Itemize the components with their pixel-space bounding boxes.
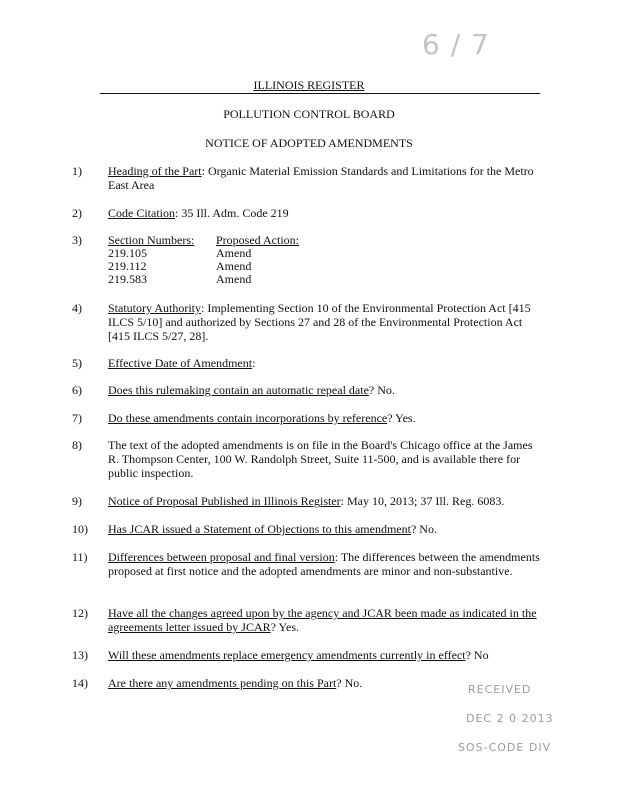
item-heading-of-part: Heading of the Part: Organic Material Emission Standards and Limitations for the Metro East Area [108,164,534,192]
item-jcar-objections: Has JCAR issued a Statement of Objections to this amendment? No. [108,522,437,536]
division-stamp: SOS-CODE DIV [458,741,552,754]
item-number: 12) [72,606,88,620]
item-changes-agreed: Have all the changes agreed upon by the agency and JCAR been made as indicated in the agreements letter issued by JCAR? Yes. [108,606,537,634]
item-number: 10) [72,522,88,536]
item-number: 6) [72,383,82,397]
board-heading: POLLUTION CONTROL BOARD [223,107,395,121]
item-effective-date: Effective Date of Amendment: [108,356,256,370]
section-numbers-header: Section Numbers: [108,233,195,247]
proposed-action-header: Proposed Action: [216,233,299,247]
item-number: 11) [72,550,88,564]
register-heading: ILLINOIS REGISTER [253,78,365,92]
item-differences: Differences between proposal and final version: The differences between the amendments proposed at first notice and the adopted amendments are minor and non-substantive. [108,550,540,578]
item-number: 1) [72,164,82,178]
item-number: 2) [72,206,82,220]
item-number: 7) [72,411,82,425]
item-number: 5) [72,356,82,370]
page-number-mark: 6 / 7 [422,28,490,61]
item-code-citation: Code Citation: 35 Ill. Adm. Code 219 [108,206,289,220]
section-number: 219.105 [108,246,147,260]
item-number: 9) [72,494,82,508]
item-number: 14) [72,676,88,690]
section-action: Amend [216,259,252,273]
item-number: 8) [72,438,82,452]
section-number: 219.583 [108,272,147,286]
item-incorporations: Do these amendments contain incorporations by reference? Yes. [108,411,416,425]
header-rule [100,93,540,94]
section-action: Amend [216,246,252,260]
item-statutory-authority: Statutory Authority: Implementing Section 10 of the Environmental Protection Act [415 ILCS 5/10] and authorized by Sections 27 and 28 of the Environmental Protection Act [415 ILCS 5/27, 28]. [108,301,531,343]
item-repeal-date: Does this rulemaking contain an automatic repeal date? No. [108,383,395,397]
section-action: Amend [216,272,252,286]
item-pending-amendments: Are there any amendments pending on this Part? No. [108,676,363,690]
notice-heading: NOTICE OF ADOPTED AMENDMENTS [205,136,413,150]
received-date-stamp: DEC 2 0 2013 [466,712,554,725]
item-number: 3) [72,233,82,247]
received-stamp: RECEIVED [468,683,532,696]
item-text-on-file: The text of the adopted amendments is on file in the Board's Chicago office at the James R. Thompson Center, 100 W. Randolph Street, Suite 11-500, and is available there for public inspection. [108,438,533,480]
item-notice-of-proposal: Notice of Proposal Published in Illinois Register: May 10, 2013; 37 Ill. Reg. 6083. [108,494,505,508]
section-number: 219.112 [108,259,147,273]
item-number: 13) [72,648,88,662]
item-emergency-amendments: Will these amendments replace emergency amendments currently in effect? No [108,648,489,662]
item-number: 4) [72,301,82,315]
